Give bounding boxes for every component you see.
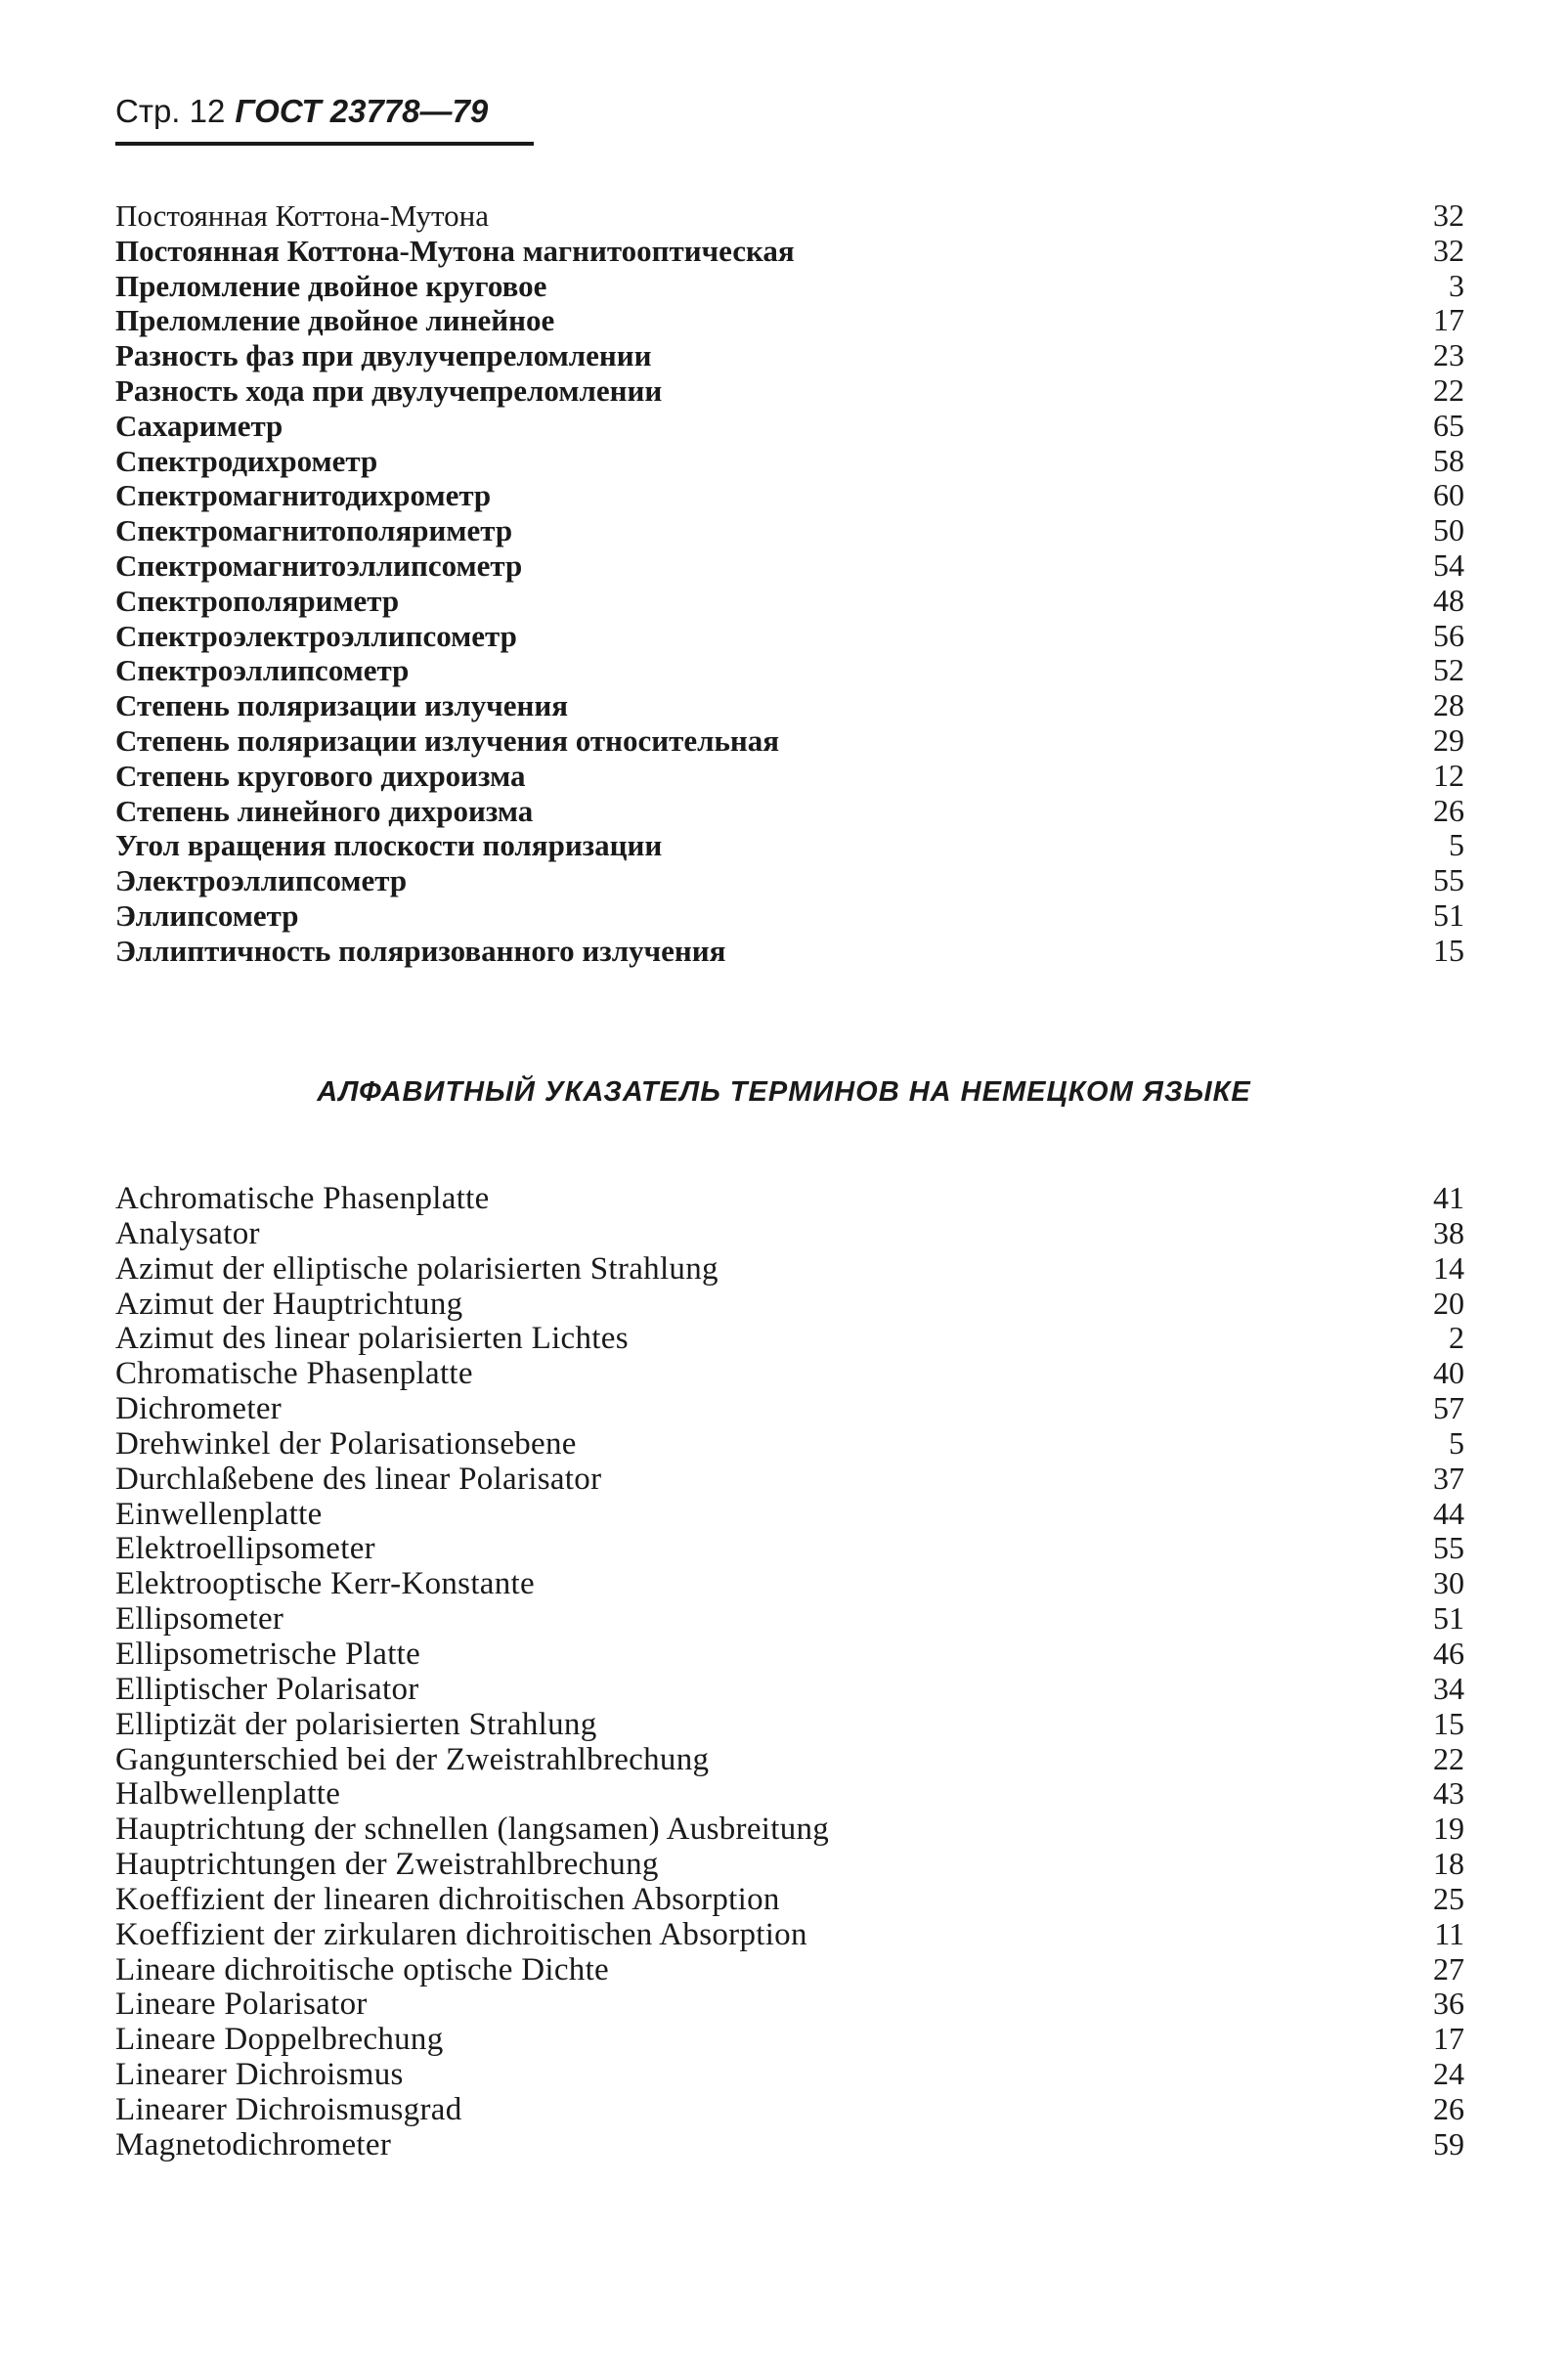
russian-term-index [115, 198, 1464, 969]
index-term: Dichrometer [115, 1391, 283, 1427]
index-term: Эллипсометр [115, 897, 299, 933]
index-term: Elektrooptische Kerr-Konstante [115, 1566, 535, 1602]
index-term: Achromatische Phasenplatte [115, 1181, 490, 1216]
index-term-number: 55 [1433, 862, 1464, 898]
index-entry [115, 1776, 1464, 1812]
index-entry [115, 1707, 1464, 1742]
index-term: Einwellenplatte [115, 1496, 323, 1532]
index-term-number: 24 [1433, 2056, 1464, 2092]
section-title: АЛФАВИТНЫЙ УКАЗАТЕЛЬ ТЕРМИНОВ НА НЕМЕЦКОМ ЯЗЫКЕ [317, 1076, 1251, 1108]
index-term-number: 22 [1433, 371, 1464, 408]
index-term-number: 40 [1433, 1355, 1464, 1391]
index-entry [115, 1566, 1464, 1601]
index-term: Спектрополяриметр [115, 583, 400, 618]
index-term: Сахариметр [115, 408, 283, 443]
index-term: Elliptischer Polarisator [115, 1671, 419, 1707]
index-entry [115, 548, 1464, 584]
index-entry [115, 444, 1464, 479]
index-entry [115, 1321, 1464, 1356]
index-term: Спектромагнитополяриметр [115, 513, 513, 548]
index-term-number: 15 [1433, 932, 1464, 968]
index-entry [115, 688, 1464, 723]
index-term-number: 20 [1433, 1285, 1464, 1321]
index-entry [115, 2057, 1464, 2092]
german-term-index [115, 1181, 1464, 2162]
index-term: Azimut der elliptische polarisierten Strahlung [115, 1250, 719, 1287]
index-entry [115, 723, 1464, 759]
index-term: Lineare dichroitische optische Dichte [115, 1951, 609, 1987]
index-term-number: 12 [1433, 757, 1464, 793]
index-entry [115, 1497, 1464, 1532]
index-term-number: 36 [1433, 1986, 1464, 2022]
index-term: Azimut der Hauptrichtung [115, 1286, 463, 1322]
index-term-number: 11 [1434, 1915, 1464, 1951]
index-entry [115, 1287, 1464, 1322]
index-entry [115, 653, 1464, 688]
index-term-number: 51 [1433, 896, 1464, 933]
index-term: Степень кругового дихроизма [115, 758, 526, 793]
standard-designation: ГОСТ 23778—79 [235, 93, 489, 129]
index-term: Постоянная Коттона-Мутона [115, 198, 490, 233]
index-term-number: 5 [1449, 827, 1464, 863]
index-term-number: 5 [1449, 1424, 1464, 1461]
index-entry [115, 1356, 1464, 1391]
index-term-number: 56 [1433, 617, 1464, 653]
index-entry [115, 1637, 1464, 1672]
index-entry [115, 1531, 1464, 1566]
index-term: Разность хода при двулучепреломлении [115, 372, 663, 408]
index-term-number: 32 [1433, 197, 1464, 233]
index-term-number: 17 [1433, 2021, 1464, 2057]
index-entry [115, 234, 1464, 269]
index-entry [115, 513, 1464, 548]
page-number: Стр. 12 [115, 93, 226, 129]
index-term: Ellipsometer [115, 1601, 284, 1638]
index-entry [115, 269, 1464, 304]
index-entry [115, 1462, 1464, 1497]
index-term: Linearer Dichroismus [115, 2057, 404, 2093]
index-term-number: 58 [1433, 442, 1464, 478]
index-term: Azimut des linear polarisierten Lichtes [115, 1321, 629, 1357]
index-term-number: 28 [1433, 687, 1464, 723]
index-term: Koeffizient der linearen dichroitischen Absorption [115, 1881, 780, 1917]
index-term-number: 15 [1433, 1705, 1464, 1741]
index-entry [115, 863, 1464, 898]
index-term: Gangunterschied bei der Zweistrahlbrechung [115, 1741, 710, 1777]
index-term: Спектромагнитодихрометр [115, 478, 492, 513]
index-term: Lineare Doppelbrechung [115, 2022, 444, 2058]
index-term-number: 37 [1433, 1460, 1464, 1496]
index-entry [115, 1216, 1464, 1251]
index-term-number: 27 [1433, 1950, 1464, 1987]
index-term: Спектродихрометр [115, 443, 378, 478]
index-entry [115, 1601, 1464, 1637]
index-entry [115, 478, 1464, 513]
index-entry [115, 898, 1464, 934]
index-term: Halbwellenplatte [115, 1776, 341, 1812]
index-term-number: 57 [1433, 1390, 1464, 1426]
index-term: Спектроэлектроэллипсометр [115, 618, 517, 653]
page-header [115, 90, 488, 133]
index-term-number: 26 [1433, 2090, 1464, 2126]
index-entry [115, 1917, 1464, 1952]
index-term: Ellipsometrische Platte [115, 1636, 421, 1672]
index-term: Linearer Dichroismusgrad [115, 2091, 462, 2127]
index-entry [115, 198, 1464, 234]
index-term-number: 14 [1433, 1249, 1464, 1286]
index-term: Koeffizient der zirkularen dichroitischen Absorption [115, 1916, 807, 1952]
index-term: Elektroellipsometer [115, 1531, 375, 1567]
index-term-number: 17 [1433, 302, 1464, 338]
index-term-number: 22 [1433, 1740, 1464, 1776]
index-term-number: 59 [1433, 2125, 1464, 2162]
index-entry [115, 409, 1464, 444]
index-entry [115, 1391, 1464, 1426]
index-term: Преломление двойное линейное [115, 303, 555, 338]
index-term-number: 54 [1433, 546, 1464, 583]
index-entry [115, 934, 1464, 969]
index-term: Спектроэллипсометр [115, 653, 410, 688]
index-term: Chromatische Phasenplatte [115, 1356, 473, 1392]
index-entry [115, 794, 1464, 829]
index-entry [115, 619, 1464, 654]
index-entry [115, 828, 1464, 863]
index-entry [115, 1181, 1464, 1216]
index-term-number: 50 [1433, 512, 1464, 548]
index-term: Степень поляризации излучения относительная [115, 722, 780, 758]
index-term-number: 48 [1433, 582, 1464, 618]
index-entry [115, 2092, 1464, 2127]
index-term: Analysator [115, 1215, 260, 1251]
index-entry [115, 1987, 1464, 2022]
index-term: Спектромагнитоэллипсометр [115, 547, 523, 583]
index-entry [115, 584, 1464, 619]
index-term-number: 23 [1433, 337, 1464, 373]
index-entry [115, 1672, 1464, 1707]
index-entry [115, 1882, 1464, 1917]
index-term-number: 43 [1433, 1775, 1464, 1812]
index-term: Электроэллипсометр [115, 863, 408, 898]
index-term: Elliptizät der polarisierten Strahlung [115, 1706, 597, 1742]
index-entry [115, 1952, 1464, 1987]
index-term-number: 41 [1433, 1180, 1464, 1215]
index-term-number: 18 [1433, 1846, 1464, 1882]
index-term: Степень линейного дихроизма [115, 793, 534, 828]
index-entry [115, 2022, 1464, 2057]
index-entry [115, 1251, 1464, 1287]
index-term-number: 30 [1433, 1565, 1464, 1601]
index-term: Drehwinkel der Polarisationsebene [115, 1425, 577, 1462]
index-term-number: 55 [1433, 1530, 1464, 1566]
index-entry [115, 303, 1464, 338]
index-term-number: 19 [1433, 1811, 1464, 1847]
index-entry [115, 1742, 1464, 1777]
header-rule [115, 142, 534, 146]
index-term: Эллиптичность поляризованного излучения [115, 933, 726, 968]
index-term-number: 29 [1433, 721, 1464, 758]
index-term-number: 26 [1433, 792, 1464, 828]
index-entry [115, 338, 1464, 373]
index-entry [115, 1426, 1464, 1462]
index-term: Durchlaßebene des linear Polarisator [115, 1461, 602, 1497]
index-entry [115, 759, 1464, 794]
index-entry [115, 1847, 1464, 1882]
index-term-number: 65 [1433, 407, 1464, 443]
index-term-number: 51 [1433, 1600, 1464, 1637]
index-term: Угол вращения плоскости поляризации [115, 828, 663, 863]
index-term: Magnetodichrometer [115, 2126, 392, 2162]
index-term-number: 46 [1433, 1635, 1464, 1671]
index-entry [115, 2127, 1464, 2162]
index-term-number: 52 [1433, 652, 1464, 688]
index-term-number: 25 [1433, 1880, 1464, 1916]
index-term-number: 2 [1449, 1320, 1464, 1356]
index-term: Lineare Polarisator [115, 1987, 368, 2023]
index-term-number: 3 [1449, 267, 1464, 303]
index-term: Степень поляризации излучения [115, 688, 569, 723]
index-term-number: 32 [1433, 232, 1464, 268]
index-term: Преломление двойное круговое [115, 268, 547, 303]
index-term-number: 44 [1433, 1495, 1464, 1531]
index-term-number: 34 [1433, 1670, 1464, 1706]
index-term: Hauptrichtungen der Zweistrahlbrechung [115, 1847, 659, 1883]
index-term-number: 60 [1433, 477, 1464, 513]
index-term: Hauptrichtung der schnellen (langsamen) Ausbreitung [115, 1812, 830, 1848]
index-entry [115, 373, 1464, 409]
index-term: Разность фаз при двулучепреломлении [115, 338, 652, 373]
index-term-number: 38 [1433, 1214, 1464, 1250]
index-term: Постоянная Коттона-Мутона магнитооптическая [115, 233, 795, 268]
index-entry [115, 1812, 1464, 1847]
